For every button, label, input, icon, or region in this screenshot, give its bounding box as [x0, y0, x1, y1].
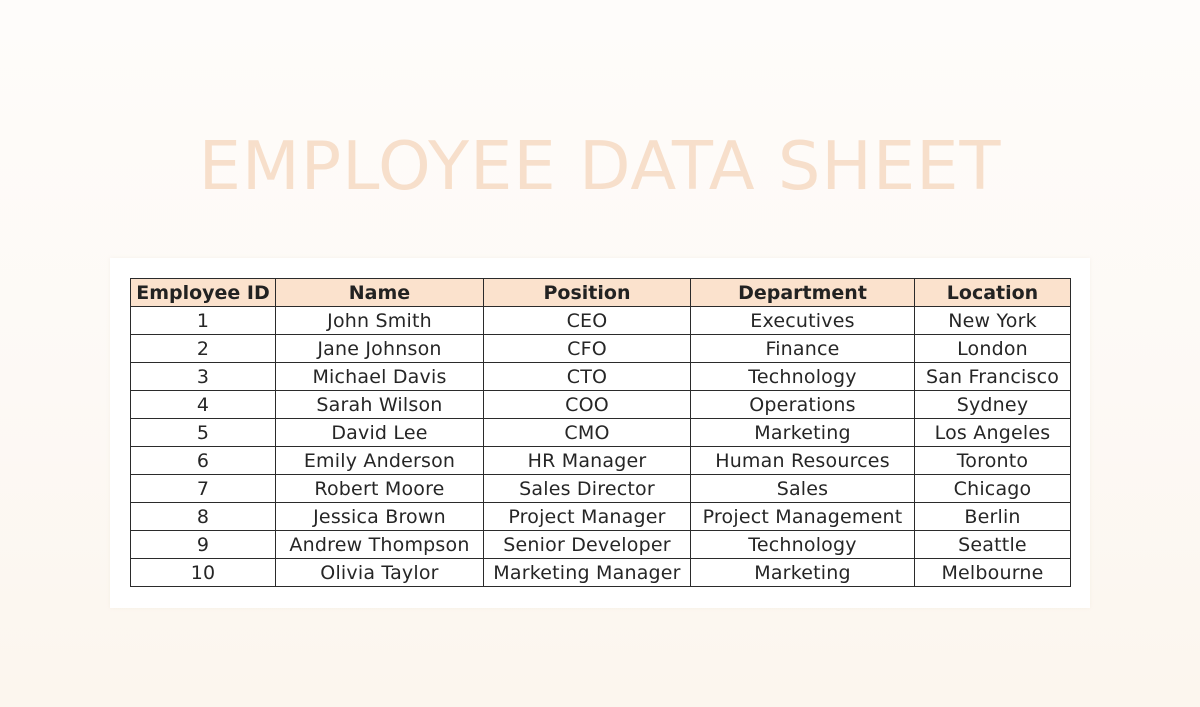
column-header-location: Location — [915, 279, 1071, 307]
employee-id-cell: 3 — [131, 363, 276, 391]
table-card — [110, 258, 1090, 608]
employee-id-cell: 7 — [131, 475, 276, 503]
name-cell: Andrew Thompson — [276, 531, 484, 559]
employee-id-cell: 10 — [131, 559, 276, 587]
table-row — [131, 391, 1071, 419]
name-cell: Sarah Wilson — [276, 391, 484, 419]
employee-id-cell: 1 — [131, 307, 276, 335]
department-cell: Sales — [691, 475, 915, 503]
column-header-position: Position — [484, 279, 691, 307]
table-row — [131, 447, 1071, 475]
location-cell: New York — [915, 307, 1071, 335]
table-row — [131, 363, 1071, 391]
page-title: EMPLOYEE DATA SHEET — [198, 127, 1002, 205]
position-cell: CFO — [484, 335, 691, 363]
location-cell: Seattle — [915, 531, 1071, 559]
department-cell: Technology — [691, 531, 915, 559]
name-cell: Jessica Brown — [276, 503, 484, 531]
table-row — [131, 475, 1071, 503]
name-cell: Emily Anderson — [276, 447, 484, 475]
employee-id-cell: 9 — [131, 531, 276, 559]
table-header-row — [131, 279, 1071, 307]
department-cell: Project Management — [691, 503, 915, 531]
position-cell: COO — [484, 391, 691, 419]
department-cell: Finance — [691, 335, 915, 363]
column-header-department: Department — [691, 279, 915, 307]
employee-id-cell: 6 — [131, 447, 276, 475]
department-cell: Marketing — [691, 419, 915, 447]
employee-id-cell: 2 — [131, 335, 276, 363]
name-cell: Jane Johnson — [276, 335, 484, 363]
employee-id-cell: 8 — [131, 503, 276, 531]
position-cell: Sales Director — [484, 475, 691, 503]
name-cell: Robert Moore — [276, 475, 484, 503]
employee-id-cell: 4 — [131, 391, 276, 419]
table-row — [131, 531, 1071, 559]
location-cell: Los Angeles — [915, 419, 1071, 447]
location-cell: Chicago — [915, 475, 1071, 503]
table-row — [131, 419, 1071, 447]
department-cell: Operations — [691, 391, 915, 419]
employee-table — [130, 278, 1071, 587]
table-row — [131, 335, 1071, 363]
department-cell: Marketing — [691, 559, 915, 587]
location-cell: San Francisco — [915, 363, 1071, 391]
location-cell: Toronto — [915, 447, 1071, 475]
department-cell: Executives — [691, 307, 915, 335]
table-row — [131, 307, 1071, 335]
position-cell: CTO — [484, 363, 691, 391]
position-cell: CEO — [484, 307, 691, 335]
position-cell: Marketing Manager — [484, 559, 691, 587]
name-cell: Michael Davis — [276, 363, 484, 391]
position-cell: HR Manager — [484, 447, 691, 475]
location-cell: London — [915, 335, 1071, 363]
table-row — [131, 503, 1071, 531]
column-header-name: Name — [276, 279, 484, 307]
name-cell: David Lee — [276, 419, 484, 447]
table-row — [131, 559, 1071, 587]
column-header-employee-id: Employee ID — [131, 279, 276, 307]
employee-id-cell: 5 — [131, 419, 276, 447]
department-cell: Technology — [691, 363, 915, 391]
position-cell: Project Manager — [484, 503, 691, 531]
position-cell: Senior Developer — [484, 531, 691, 559]
department-cell: Human Resources — [691, 447, 915, 475]
name-cell: John Smith — [276, 307, 484, 335]
position-cell: CMO — [484, 419, 691, 447]
location-cell: Melbourne — [915, 559, 1071, 587]
location-cell: Berlin — [915, 503, 1071, 531]
name-cell: Olivia Taylor — [276, 559, 484, 587]
location-cell: Sydney — [915, 391, 1071, 419]
